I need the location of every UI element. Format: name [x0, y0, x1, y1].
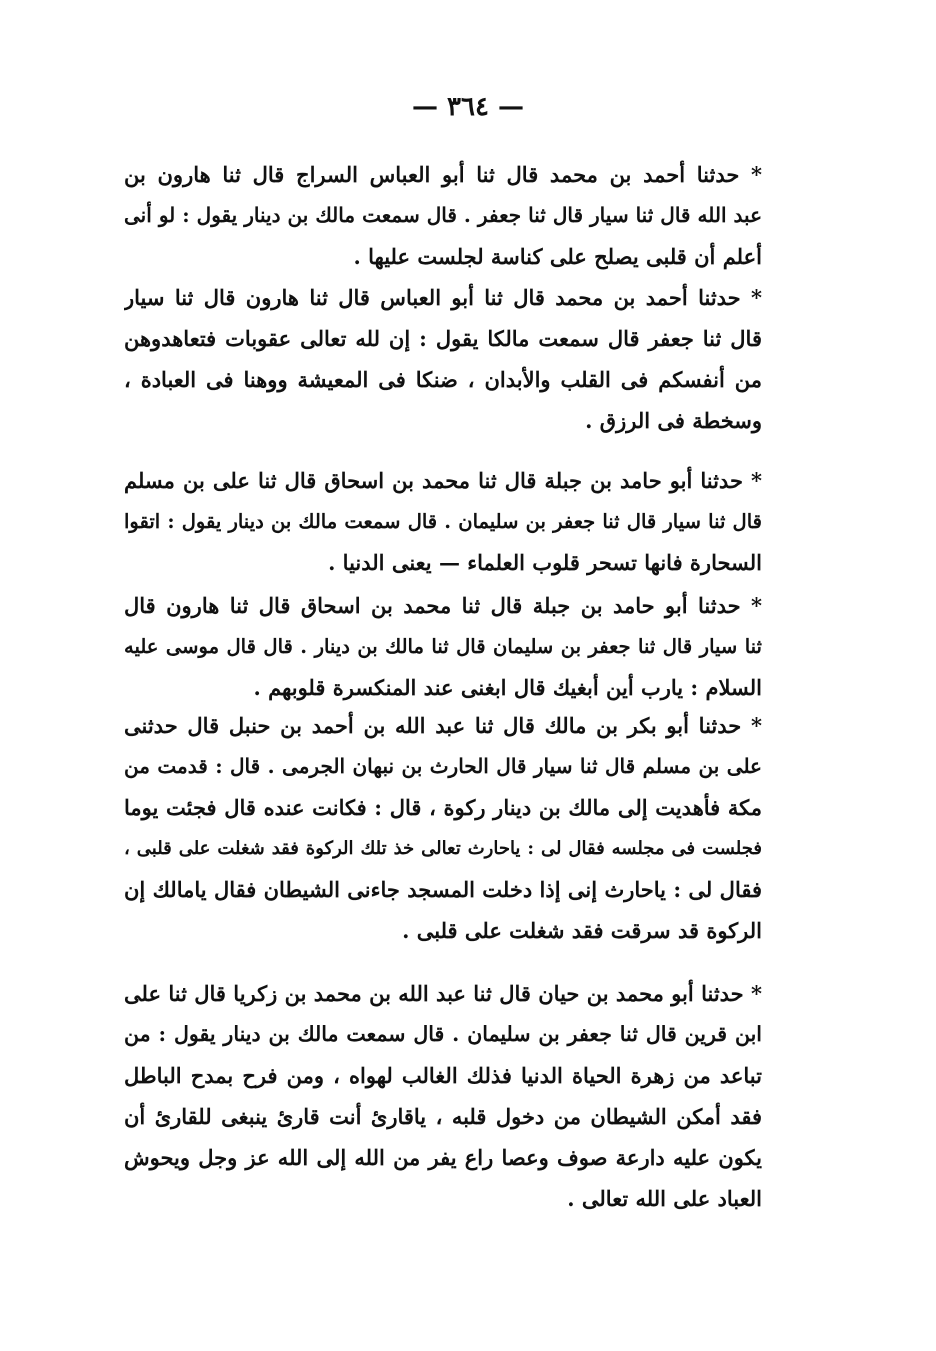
- text-line: العباد على الله تعالى .: [567, 1186, 762, 1211]
- text-line: فجلست فى مجلسه فقال لى : ياحارث تعالى خذ تلك الركوة فقد شغلت على قلبى ،: [124, 838, 762, 859]
- text-line: السحارة فانها تسحر قلوب العلماء — يعنى الدنيا .: [328, 550, 762, 575]
- text-line: * حدثنا أبو حامد بن جبلة قال ثنا محمد بن اسحاق قال ثنا على بن مسلم: [124, 468, 762, 493]
- hadith-paragraph-2: [124, 277, 762, 441]
- text-line: فقد أمكن الشيطان من دخول قلبه ، ياقارئ أنت قارئ ينبغى للقارئ أن: [124, 1104, 762, 1129]
- text-line: * حدثنا أبو بكر بن مالك قال ثنا عبد الله بن أحمد بن حنبل قال حدثنى: [124, 713, 762, 738]
- text-line: السلام : يارب أين أبغيك قال ابغنى عند المنكسرة قلوبهم .: [253, 675, 762, 700]
- text-line: من أنفسكم فى القلب والأبدان ، ضنكا فى المعيشة ووهنا فى العبادة ،: [124, 367, 762, 392]
- text-line: على بن مسلم قال ثنا سيار قال الحارث بن نبهان الجرمى . قال : قدمت من: [124, 754, 762, 778]
- text-line: فقال لى : ياحارث إنى إذا دخلت المسجد جاءنى الشيطان فقال يامالك إن: [124, 877, 762, 902]
- text-line: يكون عليه دارعة صوف وعصا راع يفر من الله إلى الله عز وجل ويحوش: [124, 1145, 762, 1170]
- text-line: * حدثنا أحمد بن محمد قال ثنا أبو العباس قال ثنا هارون قال ثنا سيار: [124, 285, 762, 310]
- text-line: ابن قرين قال ثنا جعفر بن سليمان . قال سمعت مالك بن دينار يقول : من: [124, 1022, 762, 1046]
- text-line: تباعد من زهرة الحياة الدنيا فذلك الغالب لهواه ، ومن فرح بمدح الباطل: [124, 1063, 762, 1088]
- text-line: مكة فأهديت إلى مالك بن دينار ركوة ، قال : فكانت عنده قال فجئت يوما: [124, 795, 762, 820]
- text-line: * حدثنا أبو محمد بن حيان قال ثنا عبد الله بن محمد بن زكريا قال ثنا على: [124, 981, 762, 1006]
- text-line: * حدثنا أبو حامد بن جبلة قال ثنا محمد بن اسحاق قال ثنا هارون قال: [124, 593, 762, 618]
- hadith-paragraph-3: [124, 460, 762, 583]
- text-line: الركوة قد سرقت فقد شغلت على قلبى .: [402, 918, 762, 943]
- text-line: وسخطة فى الرزق .: [585, 408, 762, 433]
- text-line: عبد الله قال ثنا سيار قال ثنا جعفر . قال سمعت مالك بن دينار يقول : لو أنى: [124, 203, 762, 227]
- hadith-paragraph-6: [124, 973, 762, 1219]
- text-line: قال ثنا سيار قال ثنا جعفر بن سليمان . قال سمعت مالك بن دينار يقول : اتقوا: [124, 510, 762, 533]
- text-line: أعلم أن قلبى يصلح على كناسة لجلست عليها .: [353, 244, 762, 269]
- text-line: * حدثنا أحمد بن محمد قال ثنا أبو العباس السراج قال ثنا هارون بن: [124, 162, 762, 187]
- text-line: ثنا سيار قال ثنا جعفر بن سليمان قال ثنا مالك بن دينار . قال قال موسى عليه: [124, 635, 762, 658]
- hadith-paragraph-5: [124, 705, 762, 951]
- hadith-paragraph-4: [124, 585, 762, 708]
- hadith-paragraph-1: [124, 154, 762, 277]
- page-number: — ٣٦٤ —: [411, 92, 525, 122]
- text-line: قال ثنا جعفر قال سمعت مالكا يقول : إن لله تعالى عقوبات فتعاهدوهن: [124, 326, 762, 351]
